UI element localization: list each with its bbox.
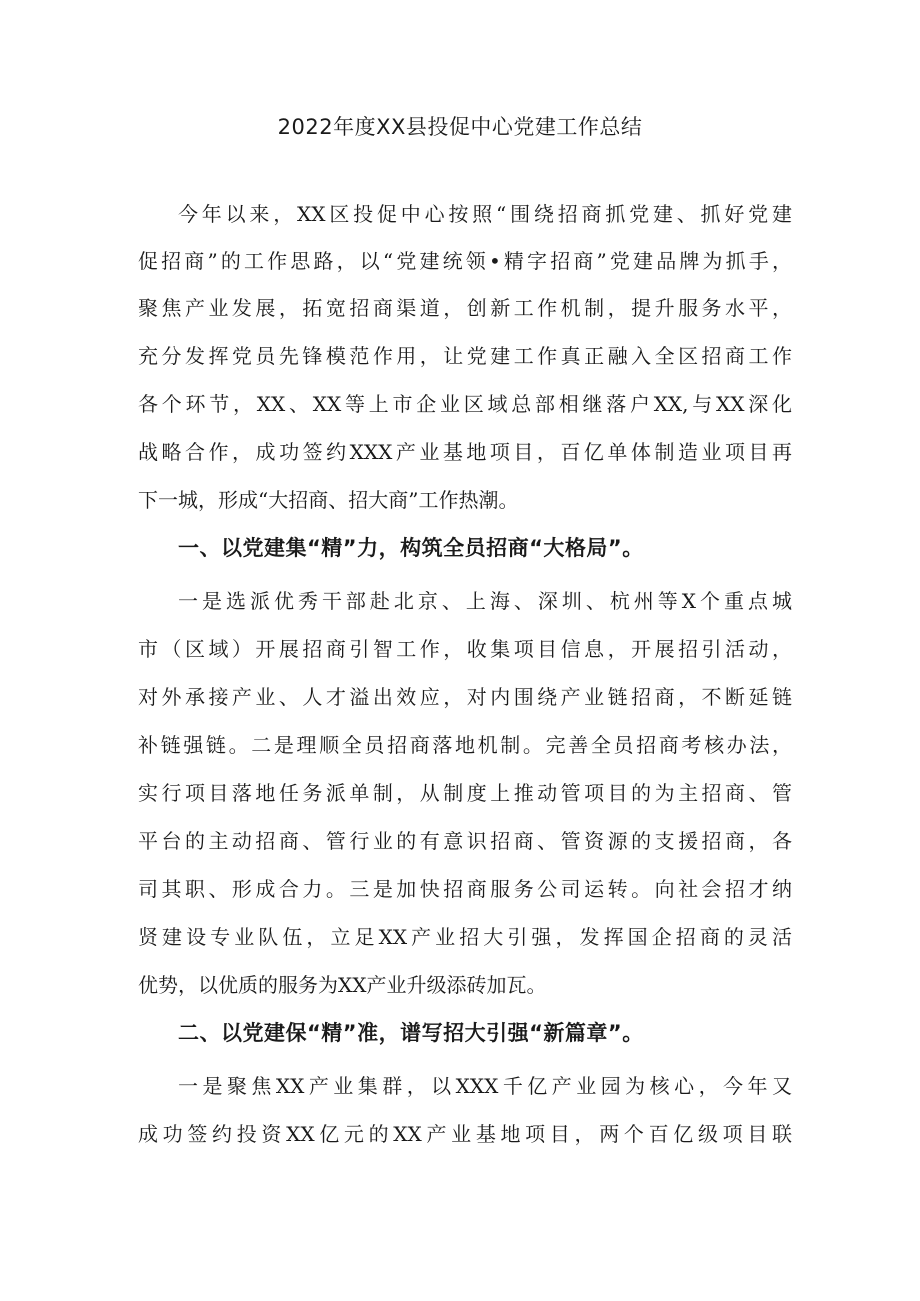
section-1-line-9: 优势，以优质的服务为XX产业升级添砖加瓦。 (138, 973, 547, 997)
section-1-line-2: 市（区域）开展招商引智工作，收集项目信息，开展招引活动， (138, 637, 792, 661)
section-1-line-1: 一是选派优秀干部赴北京、上海、深圳、杭州等X个重点城 (178, 589, 792, 613)
section-1-line-5: 实行项目落地任务派单制，从制度上推动管项目的为主招商、管 (138, 781, 792, 805)
intro-line-1: 今年以来，XX区投促中心按照“围绕招商抓党建、抓好党建 (178, 202, 792, 226)
section-1-line-3: 对外承接产业、人才溢出效应，对内围绕产业链招商，不断延链 (138, 685, 792, 709)
section-1-heading: 一、以党建集“精”力，构筑全员招商“大格局”。 (178, 536, 644, 560)
section-2-line-1: 一是聚焦XX产业集群，以XXX千亿产业园为核心，今年又 (178, 1074, 792, 1098)
section-1-line-4: 补链强链。二是理顺全员招商落地机制。完善全员招商考核办法， (138, 733, 792, 757)
document-title: 2022年度XX县投促中心党建工作总结 (277, 115, 643, 139)
intro-line-7: 下一城，形成“大招商、招大商”工作热潮。 (138, 488, 519, 512)
section-1-line-8: 贤建设专业队伍，立足XX产业招大引强，发挥国企招商的灵活 (138, 925, 792, 949)
intro-line-6: 战略合作，成功签约XXX产业基地项目，百亿单体制造业项目再 (138, 440, 792, 464)
intro-line-2: 促招商”的工作思路，以“党建统领•精字招商”党建品牌为抓手， (138, 249, 792, 273)
intro-line-4: 充分发挥党员先锋模范作用，让党建工作真正融入全区招商工作 (138, 344, 792, 368)
section-2-heading: 二、以党建保“精”准，谱写招大引强“新篇章”。 (178, 1021, 644, 1045)
section-1-line-7: 司其职、形成合力。三是加快招商服务公司运转。向社会招才纳 (138, 877, 792, 901)
intro-line-3: 聚焦产业发展，拓宽招商渠道，创新工作机制，提升服务水平， (138, 296, 792, 320)
section-2-line-2: 成功签约投资XX亿元的XX产业基地项目，两个百亿级项目联 (138, 1122, 792, 1146)
intro-line-5: 各个环节，XX、XX等上市企业区域总部相继落户XX,与XX深化 (138, 392, 792, 416)
section-1-line-6: 平台的主动招商、管行业的有意识招商、管资源的支援招商，各 (138, 829, 792, 853)
